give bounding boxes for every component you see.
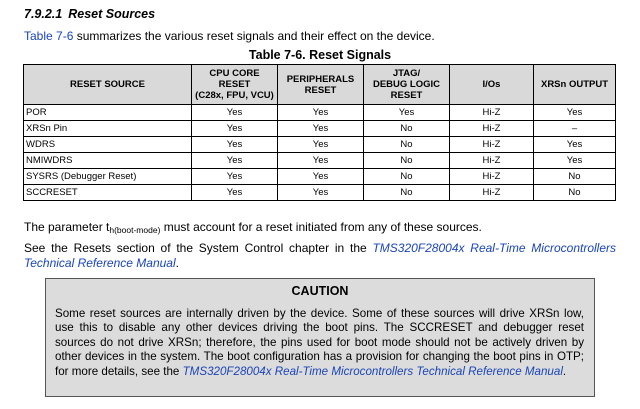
cell-ios: Hi-Z (450, 105, 534, 121)
section-title: Reset Sources (68, 7, 156, 21)
cell-jtag: Yes (364, 105, 450, 121)
reference-period: . (175, 256, 179, 270)
cell-peripherals: Yes (278, 185, 364, 201)
cell-cpu-core: Yes (192, 105, 278, 121)
table-header-row (24, 65, 616, 105)
header-cpu-core-reset: CPU CORE RESET (C28x, FPU, VCU) (192, 65, 278, 105)
cell-peripherals: Yes (278, 137, 364, 153)
header-ios: I/Os (450, 65, 534, 105)
intro-paragraph (24, 29, 435, 43)
cell-peripherals: Yes (278, 105, 364, 121)
cell-xrsn: – (534, 121, 616, 137)
table-row (24, 121, 616, 137)
param-text-before: The parameter t (24, 220, 110, 234)
table-row (24, 153, 616, 169)
cell-reset-source: SYSRS (Debugger Reset) (24, 169, 192, 185)
caution-period: . (562, 364, 567, 378)
cell-jtag: No (364, 185, 450, 201)
table-row (24, 185, 616, 201)
section-number: 7.9.2.1 (24, 7, 63, 21)
param-text-after: must account for a reset initiated from any of these sources. (160, 220, 482, 234)
cell-ios: Hi-Z (450, 185, 534, 201)
cell-peripherals: Yes (278, 121, 364, 137)
cell-cpu-core: Yes (192, 185, 278, 201)
cell-cpu-core: Yes (192, 153, 278, 169)
cell-ios: Hi-Z (450, 121, 534, 137)
cell-peripherals: Yes (278, 169, 364, 185)
cell-jtag: No (364, 153, 450, 169)
caution-box (45, 278, 595, 397)
cell-xrsn: Yes (534, 105, 616, 121)
cell-jtag: No (364, 169, 450, 185)
reset-signals-table (23, 64, 616, 201)
caution-title: CAUTION (291, 284, 349, 298)
reference-text: See the Resets section of the System Control chapter in the (24, 241, 373, 255)
cell-ios: Hi-Z (450, 153, 534, 169)
cell-cpu-core: Yes (192, 137, 278, 153)
cell-xrsn: Yes (534, 137, 616, 153)
header-peripherals-reset: PERIPHERALS RESET (278, 65, 364, 105)
cell-cpu-core: Yes (192, 121, 278, 137)
cell-xrsn: Yes (534, 153, 616, 169)
parameter-paragraph (24, 220, 482, 235)
cell-reset-source: POR (24, 105, 192, 121)
table-title: Table 7-6. Reset Signals (248, 48, 392, 62)
cell-reset-source: SCCRESET (24, 185, 192, 201)
cell-ios: Hi-Z (450, 137, 534, 153)
header-reset-source: RESET SOURCE (24, 65, 192, 105)
cell-jtag: No (364, 121, 450, 137)
table-row (24, 137, 616, 153)
cell-xrsn: No (534, 169, 616, 185)
intro-text: summarizes the various reset signals and their effect on the device. (73, 29, 435, 43)
cell-reset-source: NMIWDRS (24, 153, 192, 169)
cell-reset-source: WDRS (24, 137, 192, 153)
cell-reset-source: XRSn Pin (24, 121, 192, 137)
cell-xrsn: No (534, 185, 616, 201)
table-row (24, 105, 616, 121)
param-subscript: h(boot-mode) (109, 225, 161, 235)
caution-trm-link[interactable]: TMS320F28004x Real-Time Microcontrollers Technical Reference Manual (182, 364, 563, 378)
table-row (24, 169, 616, 185)
caution-body (55, 307, 584, 379)
cell-peripherals: Yes (278, 153, 364, 169)
cell-cpu-core: Yes (192, 169, 278, 185)
header-jtag-debug-reset: JTAG/ DEBUG LOGIC RESET (364, 65, 450, 105)
trm-link[interactable]: TMS320F28004x Real-Time Microcontrollers Technical Reference Manual (24, 241, 616, 270)
table-7-6-link[interactable]: Table 7-6 (24, 29, 74, 43)
reference-paragraph (24, 241, 616, 271)
caution-text: Some reset sources are internally driven by the device. Some of these sources will drive XRSn low, use this to disable any other devices driving the boot pins. The SCCRESET and debugger reset sources do not drive XRSn; therefore, the pins used for boot mode should not be actively driven by other devices in the system. The boot configuration has a provision for changing the boot pins in OTP; for more details, see the (55, 307, 584, 378)
cell-ios: Hi-Z (450, 169, 534, 185)
section-heading (24, 7, 155, 21)
cell-jtag: No (364, 137, 450, 153)
header-xrsn-output: XRSn OUTPUT (534, 65, 616, 105)
